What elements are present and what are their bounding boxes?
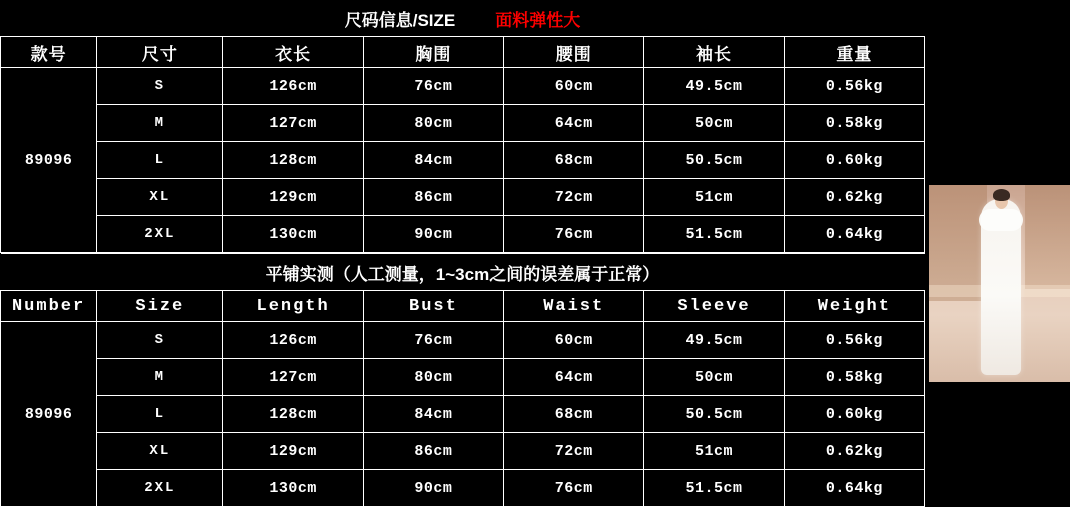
cell-size: 2XL <box>97 216 223 253</box>
table-row <box>1 433 925 470</box>
cell-size: XL <box>97 179 223 216</box>
header-waist-cn: 腰围 <box>504 37 644 68</box>
header-sleeve-cn: 袖长 <box>644 37 784 68</box>
cell-sleeve: 50.5cm <box>644 396 784 433</box>
cell-size: S <box>97 68 223 105</box>
header-sleeve-en: Sleeve <box>644 291 784 322</box>
photo-wall-panel-right <box>1025 185 1070 289</box>
cell-waist: 72cm <box>504 179 644 216</box>
size-table-english <box>0 253 925 507</box>
cell-weight: 0.64kg <box>784 216 924 253</box>
cell-waist: 68cm <box>504 396 644 433</box>
header-bust-en: Bust <box>363 291 503 322</box>
cell-weight: 0.62kg <box>784 179 924 216</box>
cell-sleeve: 51.5cm <box>644 470 784 507</box>
table-row <box>1 68 925 105</box>
cell-weight: 0.58kg <box>784 105 924 142</box>
cell-waist: 64cm <box>504 105 644 142</box>
cell-bust: 90cm <box>363 216 503 253</box>
header-length-en: Length <box>223 291 363 322</box>
cell-bust: 80cm <box>363 105 503 142</box>
cell-size: 2XL <box>97 470 223 507</box>
product-photo <box>929 185 1070 382</box>
cell-bust: 76cm <box>363 322 503 359</box>
header-size-en: Size <box>97 291 223 322</box>
table-row <box>1 105 925 142</box>
cell-weight: 0.62kg <box>784 433 924 470</box>
cell-waist: 76cm <box>504 216 644 253</box>
photo-wall-panel-left <box>929 185 987 301</box>
cell-weight: 0.60kg <box>784 396 924 433</box>
table-header-row-en <box>1 291 925 322</box>
cell-bust: 76cm <box>363 68 503 105</box>
header-number-en: Number <box>1 291 97 322</box>
header-length-cn: 衣长 <box>223 37 363 68</box>
table-row <box>1 322 925 359</box>
cell-bust: 90cm <box>363 470 503 507</box>
size-table-chinese <box>0 0 925 253</box>
fabric-elasticity-note: 面料弹性大 <box>495 10 581 30</box>
cell-length: 130cm <box>223 470 363 507</box>
header-waist-en: Waist <box>504 291 644 322</box>
cell-waist: 72cm <box>504 433 644 470</box>
header-number-cn: 款号 <box>1 37 97 68</box>
cell-size: S <box>97 322 223 359</box>
cell-sleeve: 50.5cm <box>644 142 784 179</box>
cell-length: 128cm <box>223 396 363 433</box>
table-row <box>1 142 925 179</box>
cell-weight: 0.56kg <box>784 68 924 105</box>
cell-bust: 80cm <box>363 359 503 396</box>
cell-sleeve: 51.5cm <box>644 216 784 253</box>
cell-size: L <box>97 142 223 179</box>
cell-waist: 76cm <box>504 470 644 507</box>
header-weight-en: Weight <box>784 291 924 322</box>
cell-length: 129cm <box>223 433 363 470</box>
cell-waist: 64cm <box>504 359 644 396</box>
cell-bust: 86cm <box>363 179 503 216</box>
cell-length: 126cm <box>223 68 363 105</box>
style-number-en: 89096 <box>1 322 97 507</box>
model-hair <box>993 189 1010 201</box>
measurement-note-row <box>1 254 925 291</box>
cell-waist: 60cm <box>504 322 644 359</box>
cell-weight: 0.58kg <box>784 359 924 396</box>
cell-length: 127cm <box>223 105 363 142</box>
cell-sleeve: 51cm <box>644 433 784 470</box>
table-header-row-cn <box>1 37 925 68</box>
header-size-cn: 尺寸 <box>97 37 223 68</box>
table-row <box>1 216 925 253</box>
measurement-note: 平铺实测（人工测量，1~3cm之间的误差属于正常） <box>1 254 925 291</box>
table-row <box>1 470 925 507</box>
cell-size: L <box>97 396 223 433</box>
cell-length: 127cm <box>223 359 363 396</box>
cell-sleeve: 49.5cm <box>644 322 784 359</box>
cell-bust: 84cm <box>363 396 503 433</box>
model-shoulders <box>979 209 1023 231</box>
cell-sleeve: 50cm <box>644 359 784 396</box>
table-row <box>1 359 925 396</box>
cell-bust: 84cm <box>363 142 503 179</box>
cell-length: 126cm <box>223 322 363 359</box>
header-weight-cn: 重量 <box>784 37 924 68</box>
cell-waist: 60cm <box>504 68 644 105</box>
cell-sleeve: 49.5cm <box>644 68 784 105</box>
cell-sleeve: 50cm <box>644 105 784 142</box>
cell-sleeve: 51cm <box>644 179 784 216</box>
page-title: 尺码信息/SIZE <box>344 10 456 30</box>
chart-title-cell <box>1 0 925 37</box>
cell-weight: 0.56kg <box>784 322 924 359</box>
table-row <box>1 396 925 433</box>
cell-weight: 0.60kg <box>784 142 924 179</box>
cell-length: 129cm <box>223 179 363 216</box>
chart-title-row <box>1 0 925 37</box>
cell-length: 128cm <box>223 142 363 179</box>
cell-size: M <box>97 105 223 142</box>
cell-weight: 0.64kg <box>784 470 924 507</box>
table-row <box>1 179 925 216</box>
cell-size: XL <box>97 433 223 470</box>
cell-size: M <box>97 359 223 396</box>
style-number-cn: 89096 <box>1 68 97 253</box>
cell-length: 130cm <box>223 216 363 253</box>
header-bust-cn: 胸围 <box>363 37 503 68</box>
cell-bust: 86cm <box>363 433 503 470</box>
cell-waist: 68cm <box>504 142 644 179</box>
